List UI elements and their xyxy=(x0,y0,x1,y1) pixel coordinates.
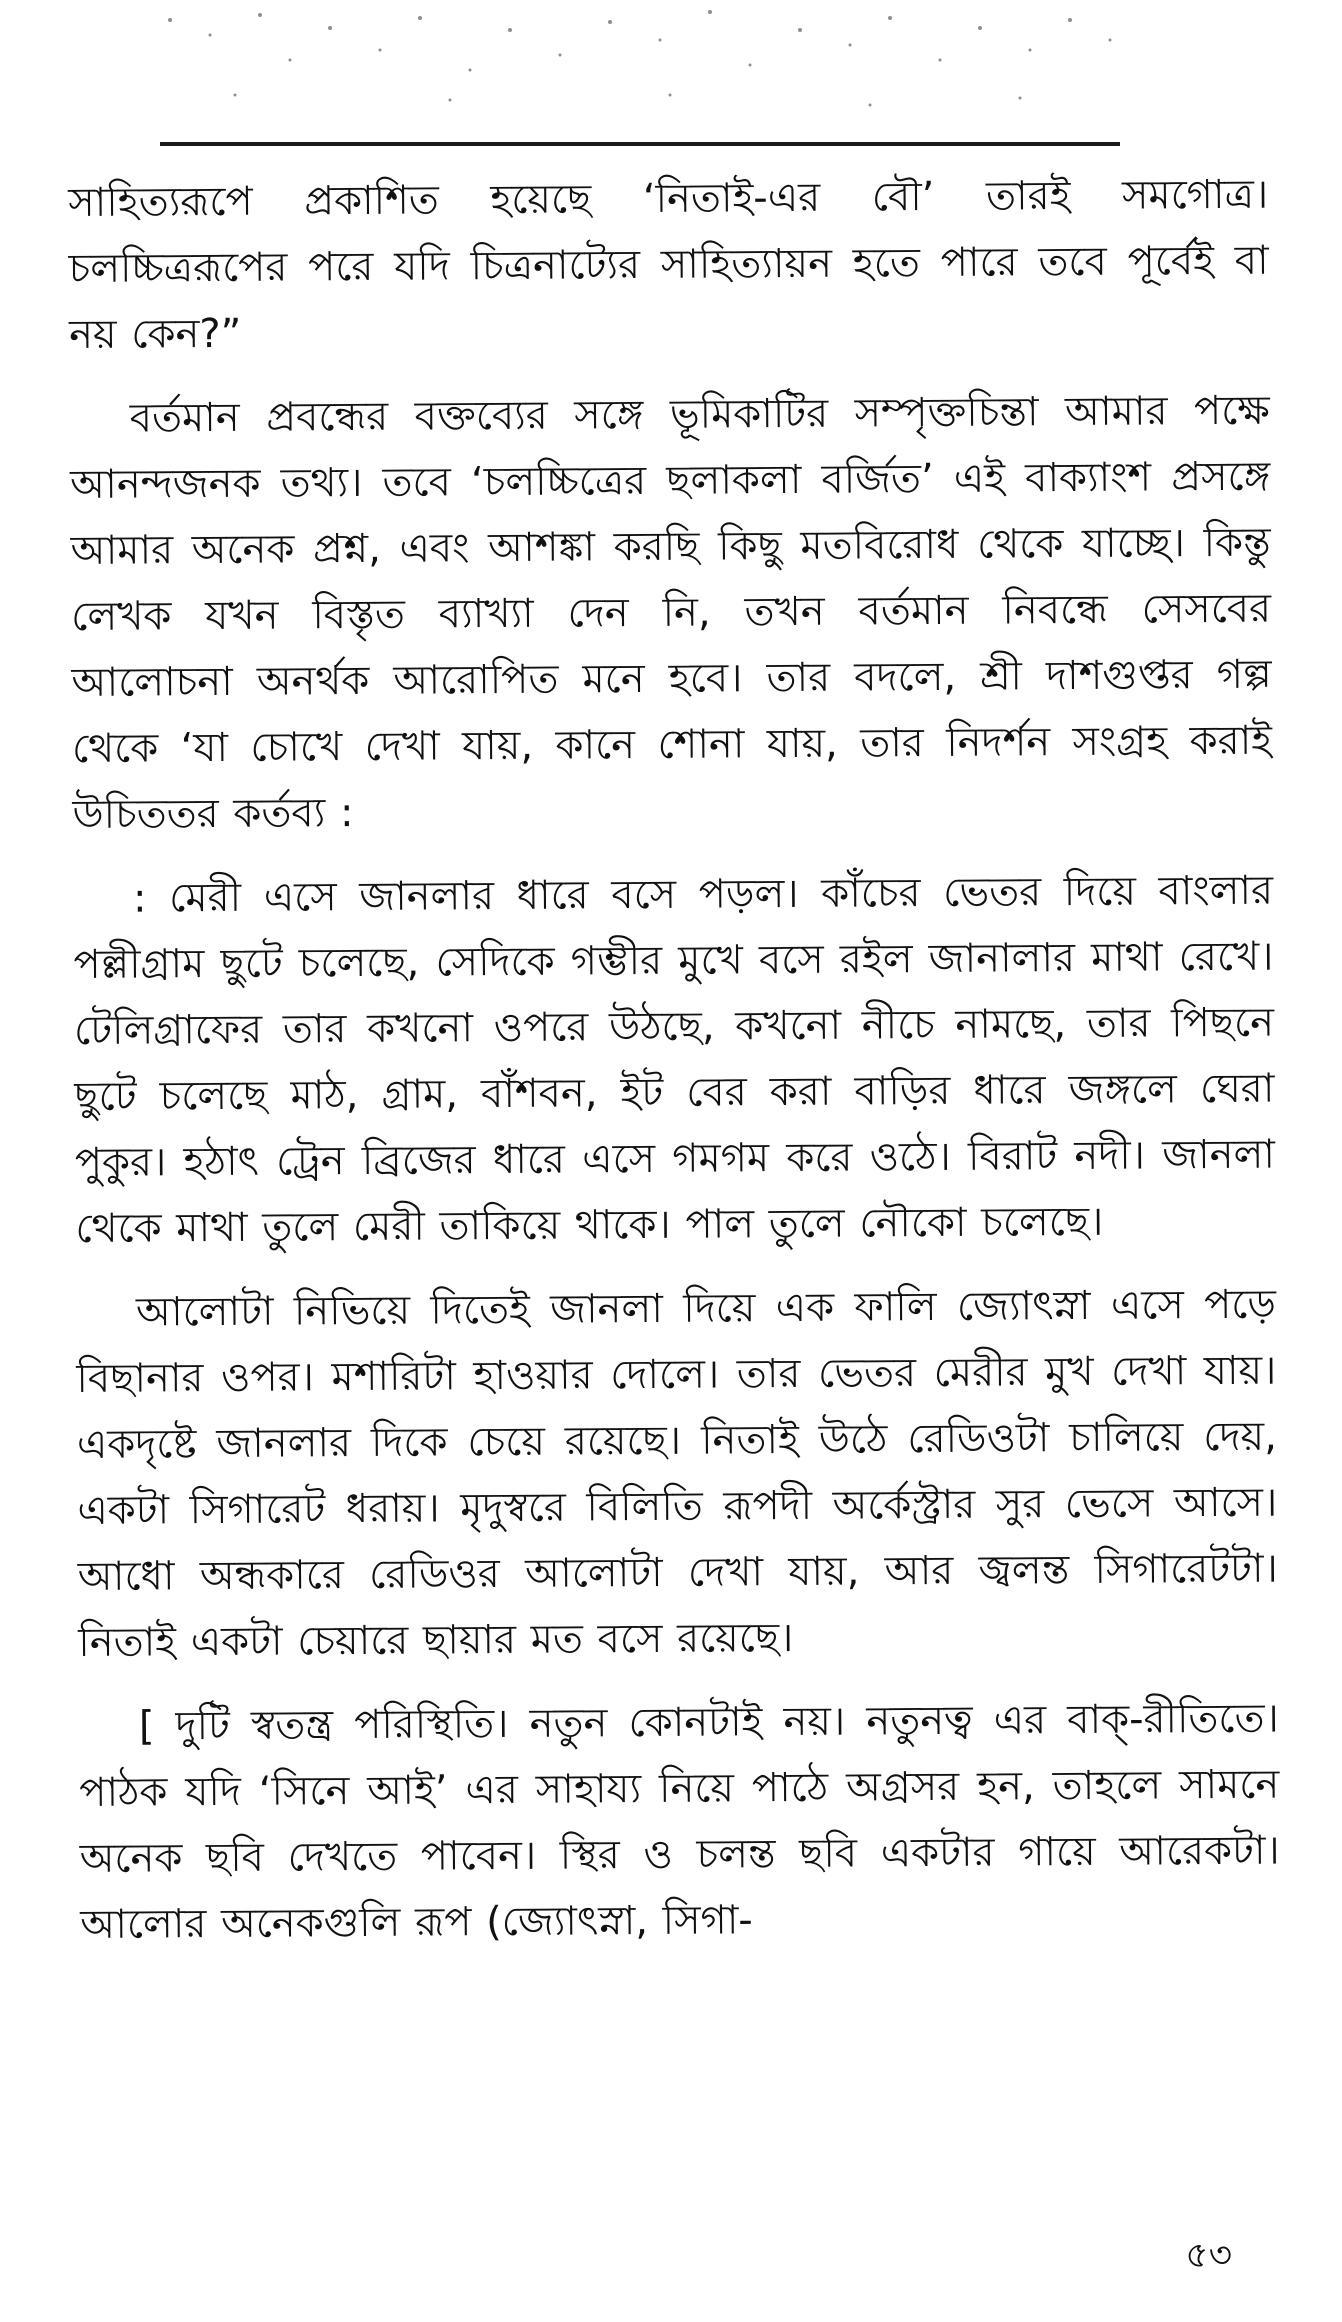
paragraph-5: [ দুটি স্বতন্ত্র পরিস্থিতি। নতুন কোনটাই নয়। নতুনত্ব এর বাক্-রীতিতে। পাঠক যদি ‘সিনে আই’ এর সাহায্য নিয়ে পাঠে অগ্রসর হন, তাহলে সামনে অনেক ছবি দেখতে পাবেন। স্থির ও চলন্ত ছবি একটার গায়ে আরেকটা। আলোর অনেকগুলি রূপ (জ্যোৎস্না, সিগা- xyxy=(79,1695,1280,1948)
paragraph-3-quote: : মেরী এসে জানলার ধারে বসে পড়ল। কাঁচের ভেতর দিয়ে বাংলার পল্লীগ্রাম ছুটে চলেছে, সেদিকে গম্ভীর মুখে বসে রইল জানালার মাথা রেখে। টেলিগ্রাফের তার কখনো ওপরে উঠছে, কখনো নীচে নামছে, তার পিছনে ছুটে চলেছে মাঠ, গ্রাম, বাঁশবন, ইট বের করা বাড়ির ধারে জঙ্গলে ঘেরা পুকুর। হঠাৎ ট্রেন ব্রিজের ধারে এসে গমগম করে ওঠে। বিরাট নদী। জানলা থেকে মাথা তুলে মেরী তাকিয়ে থাকে। পাল তুলে নৌকো চলেছে। xyxy=(73,867,1276,1252)
paragraph-2: বর্তমান প্রবন্ধের বক্তব্যের সঙ্গে ভূমিকাটির সম্পৃক্তচিন্তা আমার পক্ষে আনন্দজনক তথ্য। তবে ‘চলচ্চিত্রের ছলাকলা বর্জিত’ এই বাক্যাংশ প্রসঙ্গে আমার অনেক প্রশ্ন, এবং আশঙ্কা করছি কিছু মতবিরোধ থেকে যাচ্ছে। কিন্তু লেখক যখন বিস্তৃত ব্যাখ্যা দেন নি, তখন বর্তমান নিবন্ধে সেসবের আলোচনা অনর্থক আরোপিত মনে হবে। তার বদলে, শ্রী দাশগুপ্তর গল্প থেকে ‘যা চোখে দেখা যায়, কানে শোনা যায়, তার নিদর্শন সংগ্রহ করাই উচিততর কর্তব্য : xyxy=(70,387,1273,838)
scan-noise xyxy=(150,0,1150,130)
page-number: ৫৩ xyxy=(1185,2235,1232,2276)
paragraph-4: আলোটা নিভিয়ে দিতেই জানলা দিয়ে এক ফালি জ্যোৎস্না এসে পড়ে বিছানার ওপর। মশারিটা হাওয়ার দোলে। তার ভেতর মেরীর মুখ দেখা যায়। একদৃষ্টে জানলার দিকে চেয়ে রয়েছে। নিতাই উঠে রেডিওটা চালিয়ে দেয়, একটা সিগারেট ধরায়। মৃদুস্বরে বিলিতি রূপদী অর্কেস্ট্রার সুর ভেসে আসে। আধো অন্ধকারে রেডিওর আলোটা দেখা যায়, আর জ্বলন্ত সিগারেটটা। নিতাই একটা চেয়ারে ছায়ার মত বসে রয়েছে। xyxy=(76,1281,1278,1666)
body-text xyxy=(68,162,1280,1958)
paragraph-1: সাহিত্যরূপে প্রকাশিত হয়েছে ‘নিতাই-এর বৌ’ তারই সমগোত্র। চলচ্চিত্ররূপের পরে যদি চিত্রনাট্যের সাহিত্যায়ন হতে পারে তবে পূর্বেই বা নয় কেন?” xyxy=(68,171,1269,358)
header-rule xyxy=(160,142,1120,146)
